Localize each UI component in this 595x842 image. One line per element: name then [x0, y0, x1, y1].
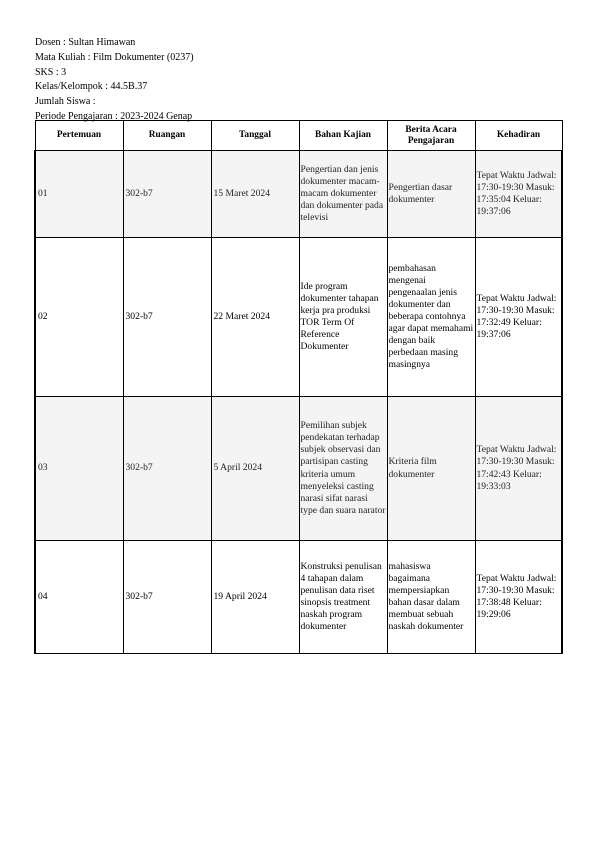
cell-bahan-kajian: Pemilihan subjek pendekatan terhadap subjek observasi dan partisipan casting kriteria umum menyeleksi casting narasi sifat narasi type dan suara narator	[299, 397, 387, 541]
lecturer-line: Dosen : Sultan Himawan	[35, 37, 136, 48]
course-header	[35, 36, 194, 125]
students-line: Jumlah Siswa :	[35, 96, 96, 108]
table-row	[35, 238, 562, 397]
col-header-ruangan: Ruangan	[123, 121, 211, 151]
col-header-pertemuan: Pertemuan	[35, 121, 123, 151]
table-row	[35, 151, 562, 238]
cell-tanggal: 19 April 2024	[211, 541, 299, 654]
cell-tanggal: 5 April 2024	[211, 397, 299, 541]
cell-pertemuan: 04	[35, 541, 123, 654]
cell-pertemuan: 01	[35, 151, 123, 238]
cell-pertemuan: 02	[35, 238, 123, 397]
cell-bahan-kajian: Konstruksi penulisan 4 tahapan dalam penulisan data riset sinopsis treatment naskah program dokumenter	[299, 541, 387, 654]
cell-kehadiran: Tepat Waktu Jadwal: 17:30-19:30 Masuk: 17:32:49 Keluar: 19:37:06	[475, 238, 562, 397]
cell-tanggal: 22 Maret 2024	[211, 238, 299, 397]
class-line: Kelas/Kelompok : 44.5B.37	[35, 81, 148, 93]
cell-tanggal: 15 Maret 2024	[211, 151, 299, 238]
cell-ruangan: 302-b7	[123, 397, 211, 541]
cell-kehadiran: Tepat Waktu Jadwal: 17:30-19:30 Masuk: 17:35:04 Keluar: 19:37:06	[475, 151, 562, 238]
credits-line: SKS : 3	[35, 66, 67, 78]
col-header-berita-acara: Berita Acara Pengajaran	[387, 121, 475, 151]
cell-pertemuan: 03	[35, 397, 123, 541]
cell-kehadiran: Tepat Waktu Jadwal: 17:30-19:30 Masuk: 17:38:48 Keluar: 19:29:06	[475, 541, 562, 654]
cell-berita-acara: Kriteria film dokumenter	[387, 397, 475, 541]
table-row	[35, 397, 562, 541]
cell-berita-acara: Pengertian dasar dokumenter	[387, 151, 475, 238]
table-header-row	[35, 121, 562, 151]
course-line: Mata Kuliah : Film Dokumenter (0237)	[35, 51, 194, 63]
col-header-kehadiran: Kehadiran	[475, 121, 562, 151]
col-header-tanggal: Tanggal	[211, 121, 299, 151]
cell-bahan-kajian: Ide program dokumenter tahapan kerja pra produksi TOR Term Of Reference Dokumenter	[299, 238, 387, 397]
attendance-table	[34, 120, 563, 654]
cell-ruangan: 302-b7	[123, 238, 211, 397]
period-line: Periode Pengajaran : 2023-2024 Genap	[35, 110, 193, 122]
cell-berita-acara: pembahasan mengenai pengenaalan jenis dokumenter dan beberapa contohnya agar dapat memahami dengan baik perbedaan masing masingnya	[387, 238, 475, 397]
cell-ruangan: 302-b7	[123, 541, 211, 654]
table-row	[35, 541, 562, 654]
cell-berita-acara: mahasiswa bagaimana mempersiapkan bahan dasar dalam membuat sebuah naskah dokumenter	[387, 541, 475, 654]
cell-bahan-kajian: Pengertian dan jenis dokumenter macam-macam dokumenter dan dokumenter pada televisi	[299, 151, 387, 238]
cell-kehadiran: Tepat Waktu Jadwal: 17:30-19:30 Masuk: 17:42:43 Keluar: 19:33:03	[475, 397, 562, 541]
col-header-bahan-kajian: Bahan Kajian	[299, 121, 387, 151]
cell-ruangan: 302-b7	[123, 151, 211, 238]
